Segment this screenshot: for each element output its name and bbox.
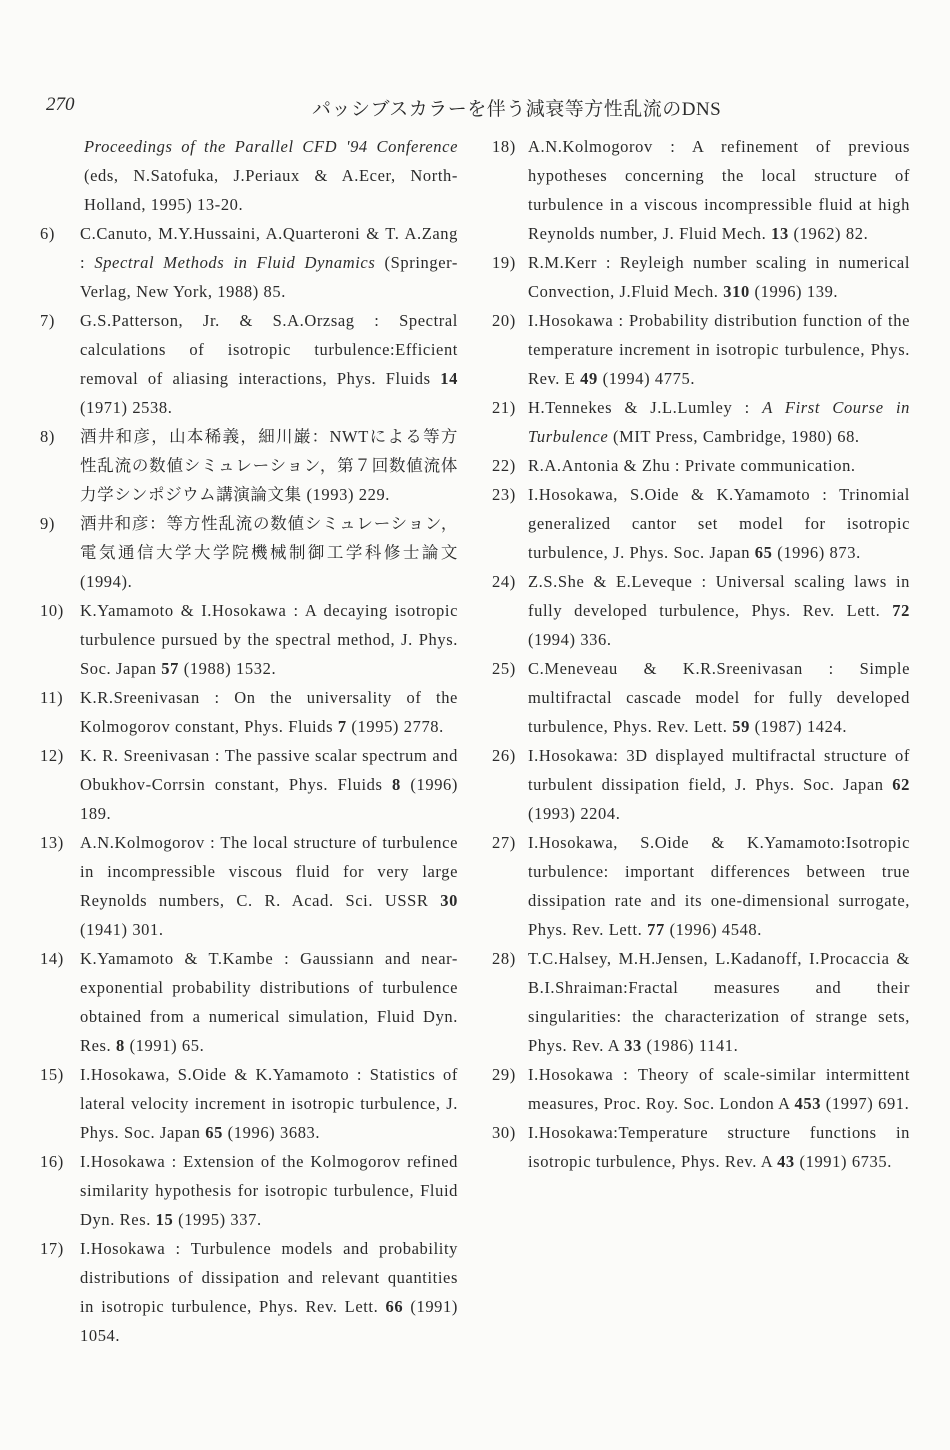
ref-volume: 43 bbox=[777, 1152, 795, 1171]
ref-text: I.Hosokawa : Turbulence models and probability distributions of dissipation and relevant quantities in isotropic turbulence, Phys. Rev. Lett. bbox=[80, 1239, 458, 1316]
ref-number: 15) bbox=[40, 1065, 64, 1084]
ref-text: (Springer-Verlag, New York, 1988) 85. bbox=[80, 253, 458, 301]
ref-volume: 7 bbox=[337, 717, 347, 736]
ref-number: 16) bbox=[40, 1152, 64, 1171]
ref-text: 酒井和彦，山本稀義，細川巌：NWTによる等方性乱流の数値シミュレーション，第７回数値流体力学シンポジウム講演論文集 (1993) 229. bbox=[80, 427, 458, 504]
reference-9 bbox=[40, 509, 458, 596]
ref-volume: 65 bbox=[205, 1123, 223, 1142]
ref-text: (1993) 2204. bbox=[528, 804, 621, 823]
ref-volume: 453 bbox=[794, 1094, 822, 1113]
ref-text: R.A.Antonia & Zhu : Private communication. bbox=[528, 456, 856, 475]
ref-volume: 8 bbox=[392, 775, 401, 794]
ref-text: I.Hosokawa, S.Oide & K.Yamamoto : Trinomial generalized cantor set model for isotropic turbulence, J. Phys. Soc. Japan bbox=[528, 485, 910, 562]
ref-text: G.S.Patterson, Jr. & S.A.Orzsag : Spectral calculations of isotropic turbulence:Efficient removal of aliasing interactions, Phys. Fluids bbox=[80, 311, 458, 388]
page-number: 270 bbox=[46, 94, 75, 115]
ref-number: 7) bbox=[40, 311, 55, 330]
ref-number: 25) bbox=[492, 659, 516, 678]
ref-text: K. R. Sreenivasan : The passive scalar spectrum and Obukhov-Corrsin constant, Phys. Fluids bbox=[80, 746, 458, 794]
ref-text: I.Hosokawa, S.Oide & K.Yamamoto:Isotropic turbulence: important differences between true dissipation rate and its one-dimensional surrogate, Phys. Rev. Lett. bbox=[528, 833, 910, 939]
ref-italic: Proceedings of the Parallel CFD '94 Conference bbox=[84, 137, 458, 156]
ref-volume: 33 bbox=[624, 1036, 642, 1055]
reference-24 bbox=[492, 567, 910, 654]
ref-number: 19) bbox=[492, 253, 516, 272]
ref-number: 10) bbox=[40, 601, 64, 620]
ref-volume: 310 bbox=[723, 282, 750, 301]
ref-text: I.Hosokawa : Theory of scale-similar intermittent measures, Proc. Roy. Soc. London A bbox=[528, 1065, 910, 1113]
ref-number: 28) bbox=[492, 949, 516, 968]
ref-text: (1991) 1054. bbox=[80, 1297, 458, 1345]
reference-27 bbox=[492, 828, 910, 944]
ref-number: 29) bbox=[492, 1065, 516, 1084]
ref-number: 30) bbox=[492, 1123, 516, 1142]
reference-6 bbox=[40, 219, 458, 306]
reference-19 bbox=[492, 248, 910, 306]
ref-text: Z.S.She & E.Leveque : Universal scaling laws in fully developed turbulence, Phys. Rev. Lett. bbox=[528, 572, 910, 620]
reference-23 bbox=[492, 480, 910, 567]
ref-volume: 72 bbox=[892, 601, 910, 620]
ref-text: (1941) 301. bbox=[80, 920, 164, 939]
ref-number: 12) bbox=[40, 746, 64, 765]
reference-21 bbox=[492, 393, 910, 451]
ref-volume: 30 bbox=[440, 891, 458, 910]
ref-text: (1991) 65. bbox=[124, 1036, 205, 1055]
ref-text: (1996) 3683. bbox=[222, 1123, 321, 1142]
ref-text: (1996) 139. bbox=[749, 282, 839, 301]
ref-text: (1995) 2778. bbox=[346, 717, 444, 736]
ref-text: (1994) 4775. bbox=[597, 369, 696, 388]
ref-number: 27) bbox=[492, 833, 516, 852]
ref-number: 6) bbox=[40, 224, 55, 243]
ref-volume: 59 bbox=[732, 717, 750, 736]
reference-29 bbox=[492, 1060, 910, 1118]
ref-volume: 13 bbox=[771, 224, 789, 243]
reference-20 bbox=[492, 306, 910, 393]
ref-text: T.C.Halsey, M.H.Jensen, L.Kadanoff, I.Procaccia & B.I.Shraiman:Fractal measures and their singularities: the characterization of strange sets, Phys. Rev. A bbox=[528, 949, 910, 1055]
ref-number: 20) bbox=[492, 311, 516, 330]
ref-text: (1994) 336. bbox=[528, 630, 612, 649]
ref-volume: 62 bbox=[892, 775, 910, 794]
ref-text: I.Hosokawa:Temperature structure functions in isotropic turbulence, Phys. Rev. A bbox=[528, 1123, 910, 1171]
ref-volume: 49 bbox=[580, 369, 598, 388]
ref-text: I.Hosokawa : Probability distribution function of the temperature increment in isotropic turbulence, Phys. Rev. E bbox=[528, 311, 910, 388]
ref-number: 13) bbox=[40, 833, 64, 852]
ref-text: C.Meneveau & K.R.Sreenivasan : Simple multifractal cascade model for fully developed turbulence, Phys. Rev. Lett. bbox=[528, 659, 910, 736]
ref-text: (1996) 4548. bbox=[664, 920, 763, 939]
ref-text: (1995) 337. bbox=[173, 1210, 262, 1229]
ref-number: 8) bbox=[40, 427, 55, 446]
reference-22 bbox=[492, 451, 910, 480]
ref-text: (1988) 1532. bbox=[179, 659, 277, 678]
ref-number: 18) bbox=[492, 137, 516, 156]
ref-text: 酒井和彦：等方性乱流の数値シミュレーション，電気通信大学大学院機械制御工学科修士論文 (1994). bbox=[80, 514, 458, 591]
reference-15 bbox=[40, 1060, 458, 1147]
ref-volume: 14 bbox=[440, 369, 458, 388]
ref-text: (1991) 6735. bbox=[794, 1152, 892, 1171]
reference-28 bbox=[492, 944, 910, 1060]
ref-text: (1971) 2538. bbox=[80, 398, 173, 417]
ref-text: I.Hosokawa : Extension of the Kolmogorov refined similarity hypothesis for isotropic turbulence, Fluid Dyn. Res. bbox=[80, 1152, 458, 1229]
reference-10 bbox=[40, 596, 458, 683]
ref-text: (eds, N.Satofuka, J.Periaux & A.Ecer, North-Holland, 1995) 13-20. bbox=[84, 166, 458, 214]
reference-column-left bbox=[40, 132, 458, 1350]
ref-number: 17) bbox=[40, 1239, 64, 1258]
ref-text: K.Yamamoto & I.Hosokawa : A decaying isotropic turbulence pursued by the spectral method, J. Phys. Soc. Japan bbox=[80, 601, 458, 678]
ref-number: 14) bbox=[40, 949, 64, 968]
ref-text: A.N.Kolmogorov : The local structure of turbulence in incompressible viscous fluid for very large Reynolds numbers, C. R. Acad. Sci. USSR bbox=[80, 833, 458, 910]
reference-17 bbox=[40, 1234, 458, 1350]
ref-volume: 65 bbox=[754, 543, 773, 562]
ref-volume: 57 bbox=[161, 659, 179, 678]
ref-number: 22) bbox=[492, 456, 516, 475]
ref-volume: 66 bbox=[385, 1297, 404, 1316]
reference-26 bbox=[492, 741, 910, 828]
ref-text: I.Hosokawa, S.Oide & K.Yamamoto : Statistics of lateral velocity increment in isotropic turbulence, J. Phys. Soc. Japan bbox=[80, 1065, 458, 1142]
ref-text: K.R.Sreenivasan : On the universality of the Kolmogorov constant, Phys. Fluids bbox=[80, 688, 458, 736]
reference-11 bbox=[40, 683, 458, 741]
ref-italic: A First Course in Turbulence bbox=[528, 398, 910, 446]
ref-text: (1996) 873. bbox=[772, 543, 861, 562]
ref-text: (1987) 1424. bbox=[749, 717, 848, 736]
reference-column-right bbox=[492, 132, 910, 1176]
ref-volume: 15 bbox=[155, 1210, 174, 1229]
reference-16 bbox=[40, 1147, 458, 1234]
ref-text: A.N.Kolmogorov : A refinement of previous hypotheses concerning the local structure of turbulence in a viscous incompressible fluid at high Reynolds number, J. Fluid Mech. bbox=[528, 137, 910, 243]
ref-text: R.M.Kerr : Reyleigh number scaling in numerical Convection, J.Fluid Mech. bbox=[528, 253, 910, 301]
ref-number: 26) bbox=[492, 746, 516, 765]
ref-text: C.Canuto, M.Y.Hussaini, A.Quarteroni & T. A.Zang : bbox=[80, 224, 458, 272]
ref-number: 21) bbox=[492, 398, 516, 417]
ref-number: 9) bbox=[40, 514, 55, 533]
reference-25 bbox=[492, 654, 910, 741]
ref-text: (MIT Press, Cambridge, 1980) 68. bbox=[608, 427, 860, 446]
running-title: パッシブスカラーを伴う減衰等方性乱流のDNS bbox=[312, 99, 722, 120]
ref-text: (1986) 1141. bbox=[641, 1036, 739, 1055]
ref-number: 11) bbox=[40, 688, 64, 707]
reference-14 bbox=[40, 944, 458, 1060]
reference-continuation bbox=[40, 132, 458, 219]
ref-text: I.Hosokawa: 3D displayed multifractal structure of turbulent dissipation field, J. Phys. Soc. Japan bbox=[528, 746, 910, 794]
ref-volume: 77 bbox=[647, 920, 665, 939]
reference-30 bbox=[492, 1118, 910, 1176]
reference-12 bbox=[40, 741, 458, 828]
ref-italic: Spectral Methods in Fluid Dynamics bbox=[94, 253, 376, 272]
ref-text: (1996) 189. bbox=[80, 775, 458, 823]
ref-number: 24) bbox=[492, 572, 516, 591]
reference-7 bbox=[40, 306, 458, 422]
ref-number: 23) bbox=[492, 485, 516, 504]
reference-18 bbox=[492, 132, 910, 248]
reference-8 bbox=[40, 422, 458, 509]
reference-13 bbox=[40, 828, 458, 944]
ref-volume: 8 bbox=[116, 1036, 125, 1055]
ref-text: K.Yamamoto & T.Kambe : Gaussiann and near-exponential probability distributions of turbulence obtained from a numerical simulation, Fluid Dyn. Res. bbox=[80, 949, 458, 1055]
ref-text: H.Tennekes & J.L.Lumley : bbox=[528, 398, 763, 417]
ref-text: (1997) 691. bbox=[821, 1094, 910, 1113]
ref-text: (1962) 82. bbox=[788, 224, 869, 243]
